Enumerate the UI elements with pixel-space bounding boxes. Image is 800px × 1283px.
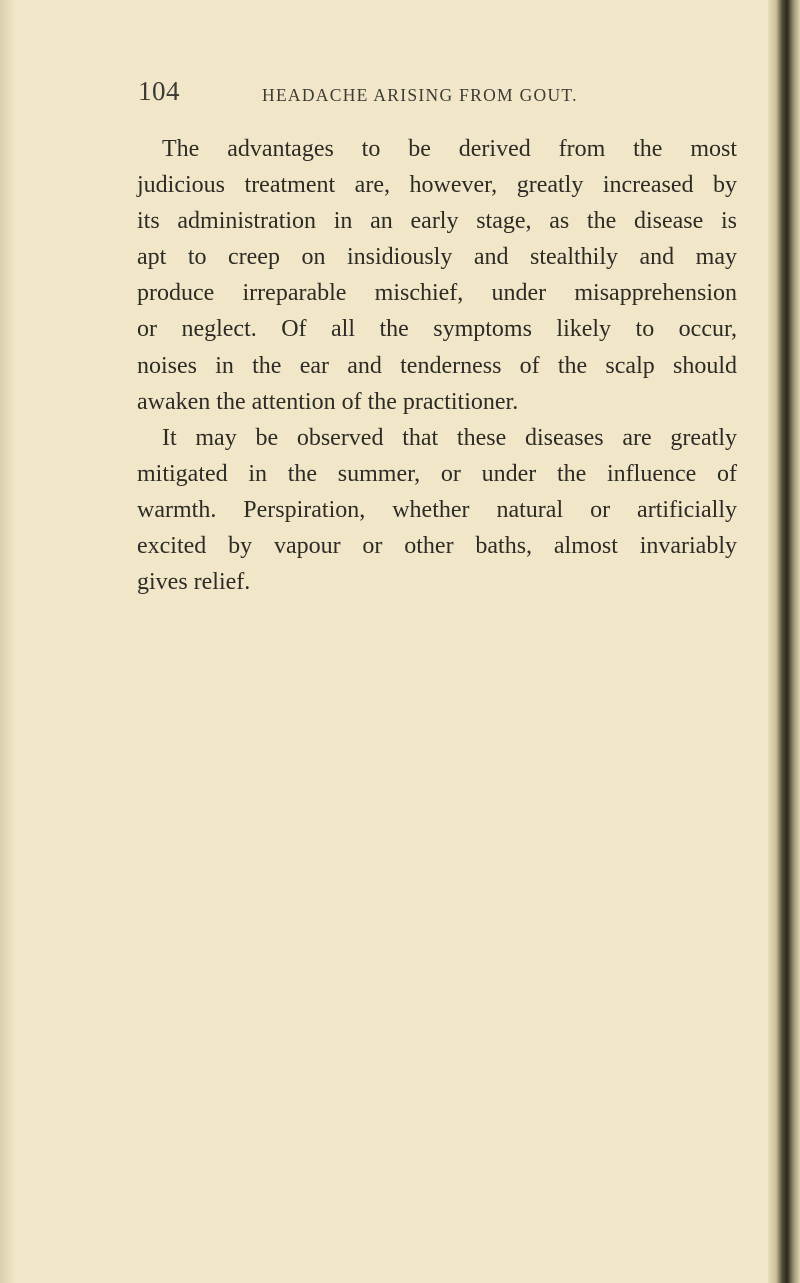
text-line: excited by vapour or other baths, almost invariably — [137, 533, 737, 560]
text-line: noises in the ear and tenderness of the scalp should — [137, 352, 737, 379]
page-number: 104 — [138, 76, 180, 106]
running-title: HEADACHE ARISING FROM GOUT. — [262, 85, 578, 105]
text-line: its administration in an early stage, as the disease is — [137, 208, 737, 235]
page-edge-shadow — [0, 0, 14, 1283]
text-line: It may be observed that these diseases are greatly — [162, 424, 737, 451]
text-line: warmth. Perspiration, whether natural or artificially — [137, 496, 737, 523]
text-line: gives relief. — [137, 569, 251, 596]
text-line: produce irreparable mischief, under misapprehension — [137, 280, 737, 307]
text-line: mitigated in the summer, or under the influence of — [137, 460, 737, 487]
body-text — [137, 131, 737, 600]
text-line: or neglect. Of all the symptoms likely to occur, — [137, 316, 737, 343]
text-line: awaken the attention of the practitioner. — [137, 388, 519, 415]
text-line: The advantages to be derived from the most — [162, 136, 737, 162]
page-header — [138, 76, 738, 116]
text-line: apt to creep on insidiously and stealthily and may — [137, 244, 737, 271]
book-binding-gutter — [768, 0, 800, 1283]
text-line: judicious treatment are, however, greatly increased by — [137, 172, 737, 199]
